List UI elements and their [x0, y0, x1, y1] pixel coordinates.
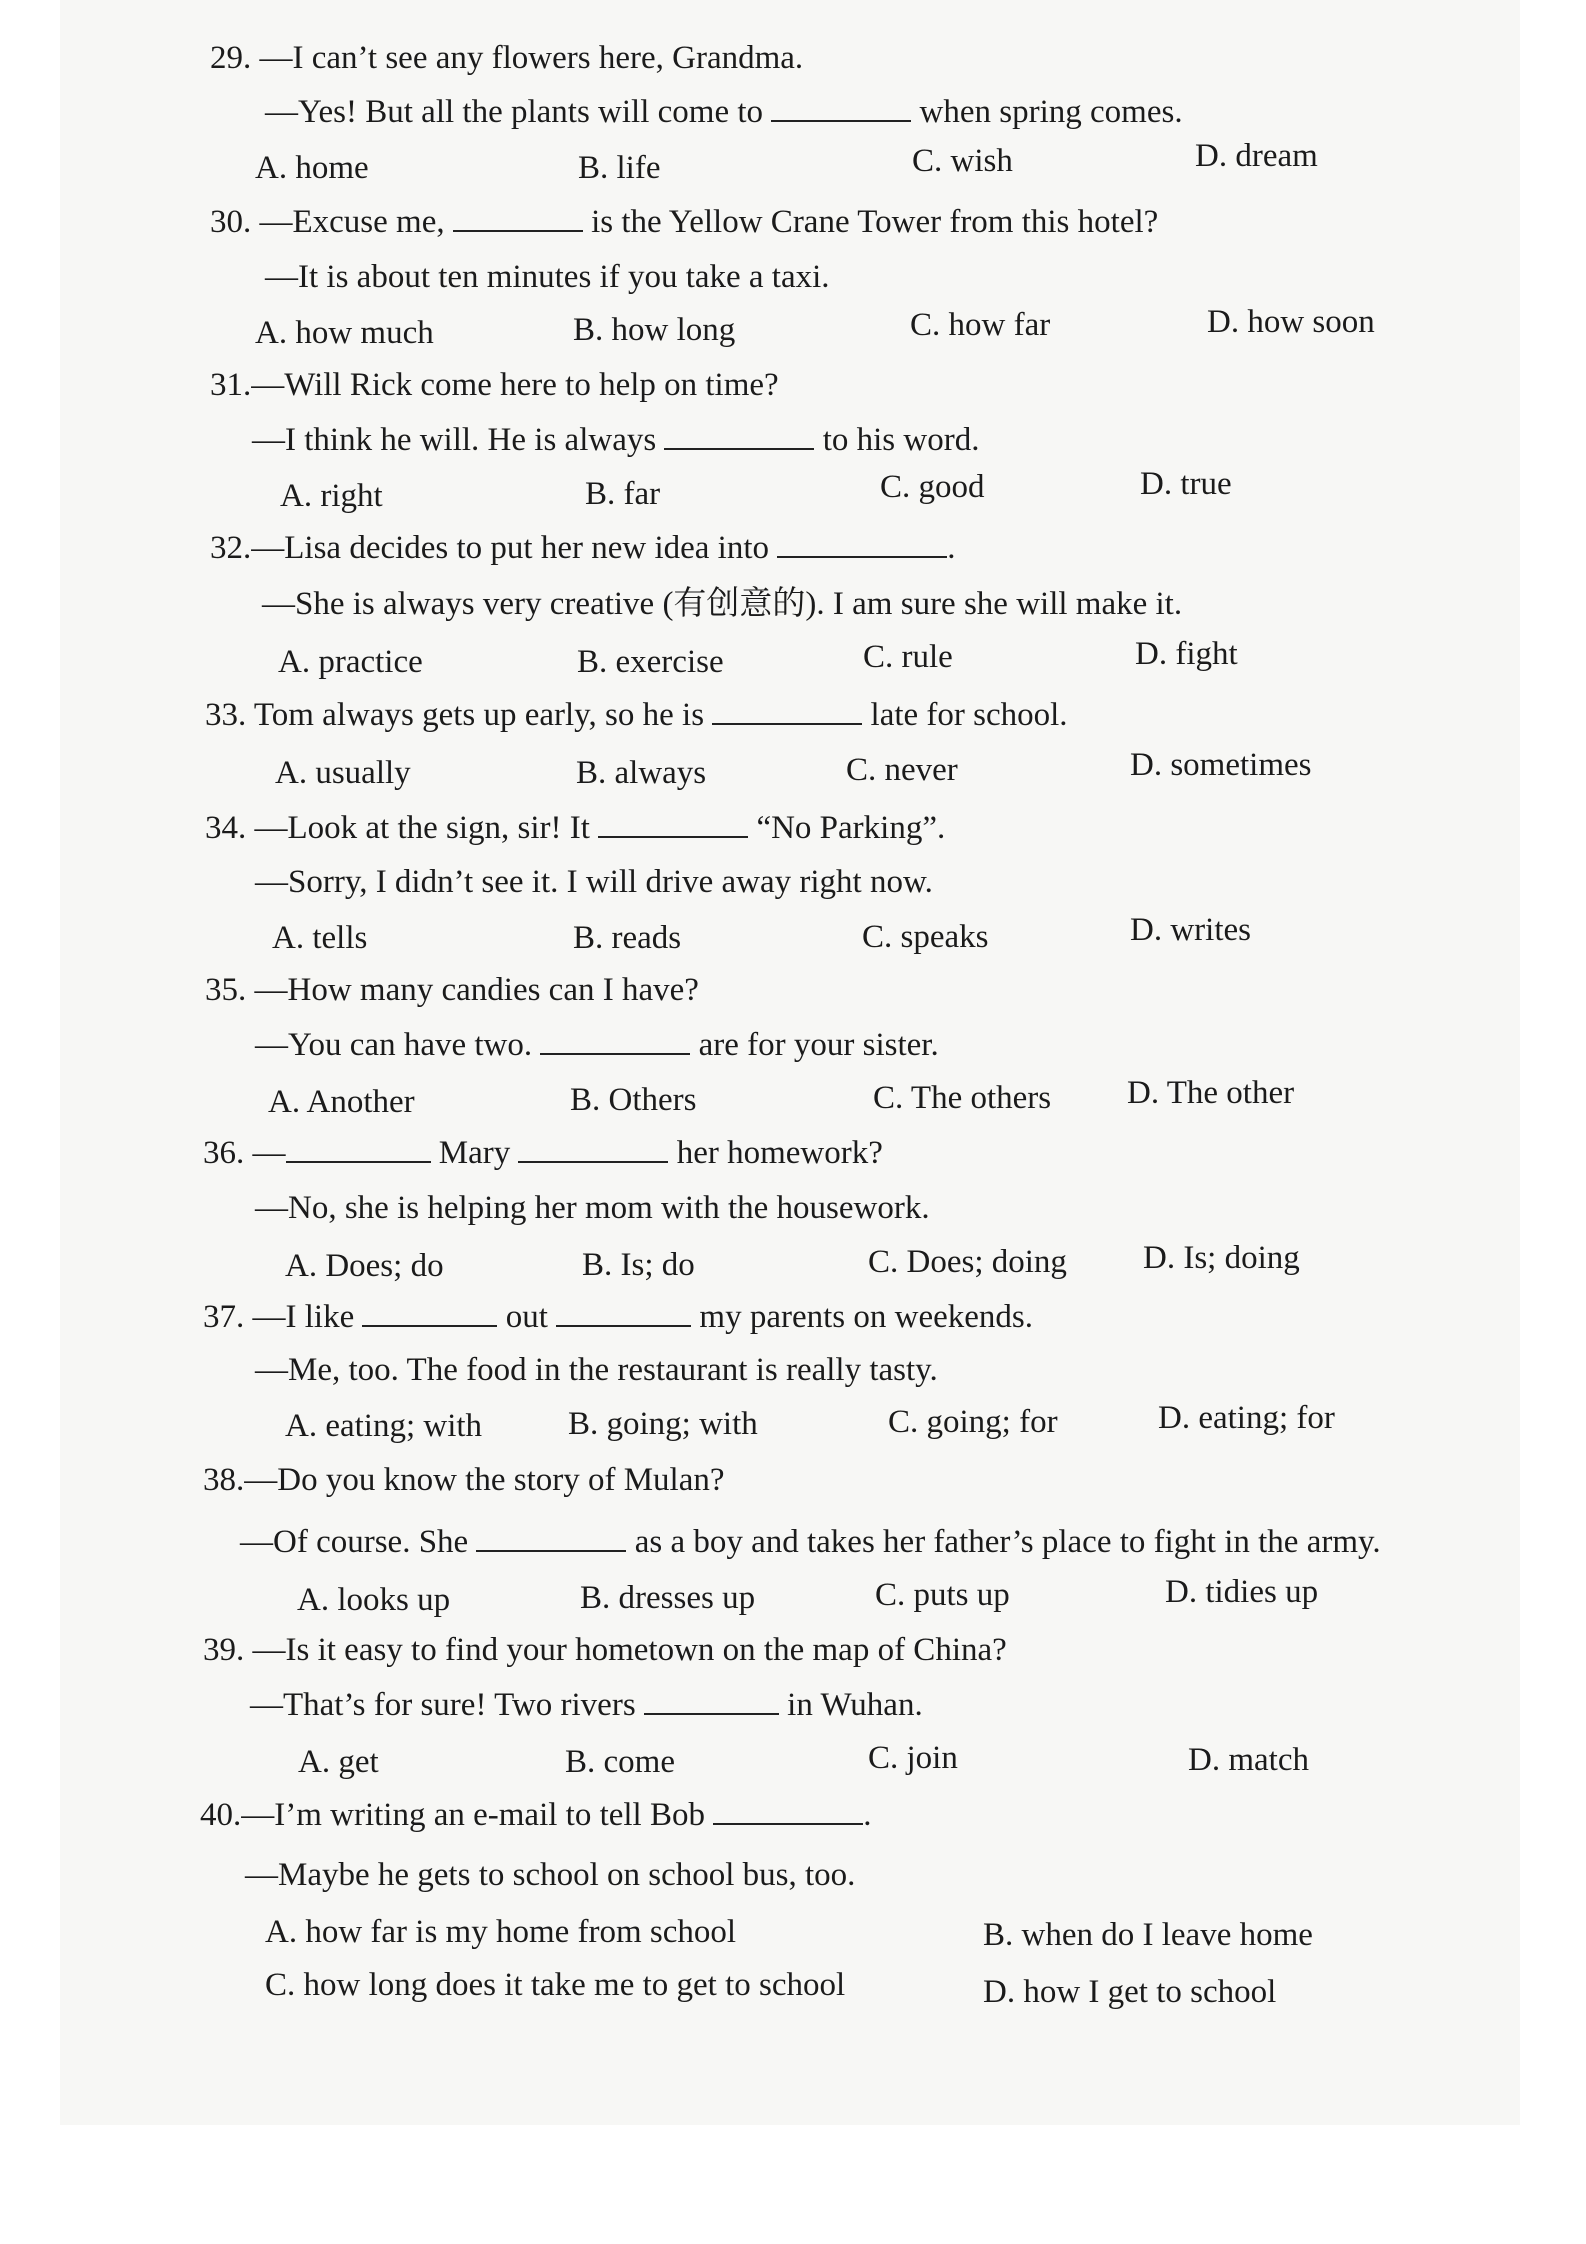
q39-option-c[interactable]: C. join [868, 1740, 958, 1776]
q34-reply: —Sorry, I didn’t see it. I will drive away right now. [255, 864, 933, 900]
q31-stem: 31.—Will Rick come here to help on time? [210, 367, 779, 403]
q40-option-b[interactable]: B. when do I leave home [983, 1917, 1313, 1953]
q29-option-c[interactable]: C. wish [912, 143, 1013, 179]
q31-option-a[interactable]: A. right [280, 478, 383, 514]
q30-option-d[interactable]: D. how soon [1207, 304, 1375, 340]
q33-option-b[interactable]: B. always [576, 755, 707, 791]
q34-option-a[interactable]: A. tells [272, 920, 368, 956]
q38-option-d[interactable]: D. tidies up [1165, 1574, 1319, 1610]
q34-option-d[interactable]: D. writes [1130, 912, 1251, 948]
answer-blank[interactable] [777, 528, 947, 558]
q38-reply: —Of course. She as a boy and takes her father’s place to fight in the army. [240, 1524, 1381, 1560]
q30-stem: 30. —Excuse me, is the Yellow Crane Tower from this hotel? [210, 204, 1159, 240]
q39-option-a[interactable]: A. get [298, 1744, 379, 1780]
answer-blank[interactable] [453, 202, 583, 232]
q34-option-c[interactable]: C. speaks [862, 919, 989, 955]
q40-stem: 40.—I’m writing an e-mail to tell Bob . [200, 1797, 872, 1833]
q36-option-b[interactable]: B. Is; do [582, 1247, 695, 1283]
answer-blank[interactable] [286, 1133, 431, 1163]
q29-option-a[interactable]: A. home [255, 150, 369, 186]
q39-option-d[interactable]: D. match [1188, 1742, 1309, 1778]
q35-option-c[interactable]: C. The others [873, 1080, 1052, 1116]
answer-blank[interactable] [598, 808, 748, 838]
q39-option-b[interactable]: B. come [565, 1744, 675, 1780]
q37-option-b[interactable]: B. going; with [568, 1406, 758, 1442]
q32-option-a[interactable]: A. practice [278, 644, 423, 680]
q35-option-a[interactable]: A. Another [268, 1084, 415, 1120]
q30-option-b[interactable]: B. how long [573, 312, 736, 348]
q33-option-a[interactable]: A. usually [275, 755, 411, 791]
q33-stem: 33. Tom always gets up early, so he is late for school. [205, 697, 1068, 733]
q36-option-d[interactable]: D. Is; doing [1143, 1240, 1300, 1276]
answer-blank[interactable] [362, 1297, 497, 1327]
answer-blank[interactable] [556, 1297, 691, 1327]
q29-stem: 29. —I can’t see any flowers here, Grandma. [210, 40, 804, 76]
q38-option-c[interactable]: C. puts up [875, 1577, 1010, 1613]
q33-option-c[interactable]: C. never [846, 752, 958, 788]
q31-option-d[interactable]: D. true [1140, 466, 1232, 502]
q32-option-b[interactable]: B. exercise [577, 644, 724, 680]
q37-option-a[interactable]: A. eating; with [285, 1408, 483, 1444]
answer-blank[interactable] [713, 1795, 863, 1825]
q32-option-d[interactable]: D. fight [1135, 636, 1238, 672]
q30-option-c[interactable]: C. how far [910, 307, 1051, 343]
q34-option-b[interactable]: B. reads [573, 920, 682, 956]
q29-reply: —Yes! But all the plants will come to when spring comes. [265, 94, 1183, 130]
q31-option-b[interactable]: B. far [585, 476, 661, 512]
q29-option-d[interactable]: D. dream [1195, 138, 1318, 174]
answer-blank[interactable] [771, 92, 911, 122]
answer-blank[interactable] [644, 1685, 779, 1715]
answer-blank[interactable] [664, 420, 814, 450]
q40-option-d[interactable]: D. how I get to school [983, 1974, 1277, 2010]
q32-reply: —She is always very creative (有创意的). I am sure she will make it. [262, 586, 1183, 622]
q39-stem: 39. —Is it easy to find your hometown on the map of China? [203, 1632, 1007, 1668]
answer-blank[interactable] [518, 1133, 668, 1163]
answer-blank[interactable] [540, 1025, 690, 1055]
q37-option-d[interactable]: D. eating; for [1158, 1400, 1335, 1436]
q37-option-c[interactable]: C. going; for [888, 1404, 1058, 1440]
q32-option-c[interactable]: C. rule [863, 639, 953, 675]
answer-blank[interactable] [476, 1522, 626, 1552]
q31-reply: —I think he will. He is always to his word. [252, 422, 980, 458]
q36-reply: —No, she is helping her mom with the housework. [255, 1190, 930, 1226]
q34-stem: 34. —Look at the sign, sir! It “No Parking”. [205, 810, 946, 846]
q35-stem: 35. —How many candies can I have? [205, 972, 699, 1008]
q40-option-c[interactable]: C. how long does it take me to get to school [265, 1967, 846, 2003]
q32-stem: 32.—Lisa decides to put her new idea into . [210, 530, 956, 566]
q30-option-a[interactable]: A. how much [255, 315, 434, 351]
q38-stem: 38.—Do you know the story of Mulan? [203, 1462, 725, 1498]
q33-option-d[interactable]: D. sometimes [1130, 747, 1312, 783]
q38-option-b[interactable]: B. dresses up [580, 1580, 756, 1616]
q38-option-a[interactable]: A. looks up [297, 1582, 451, 1618]
q39-reply: —That’s for sure! Two rivers in Wuhan. [250, 1687, 923, 1723]
q29-option-b[interactable]: B. life [578, 150, 661, 186]
q36-option-c[interactable]: C. Does; doing [868, 1244, 1067, 1280]
q40-option-a[interactable]: A. how far is my home from school [265, 1914, 737, 1950]
q31-option-c[interactable]: C. good [880, 469, 985, 505]
answer-blank[interactable] [712, 695, 862, 725]
q37-reply: —Me, too. The food in the restaurant is really tasty. [255, 1352, 938, 1388]
q35-option-d[interactable]: D. The other [1127, 1075, 1295, 1111]
q36-option-a[interactable]: A. Does; do [285, 1248, 444, 1284]
q37-stem: 37. —I like out my parents on weekends. [203, 1299, 1033, 1335]
q30-reply: —It is about ten minutes if you take a taxi. [265, 259, 830, 295]
q35-reply: —You can have two. are for your sister. [255, 1027, 939, 1063]
q36-stem: 36. — Mary her homework? [203, 1135, 883, 1171]
q40-reply: —Maybe he gets to school on school bus, too. [245, 1857, 856, 1893]
q35-option-b[interactable]: B. Others [570, 1082, 697, 1118]
